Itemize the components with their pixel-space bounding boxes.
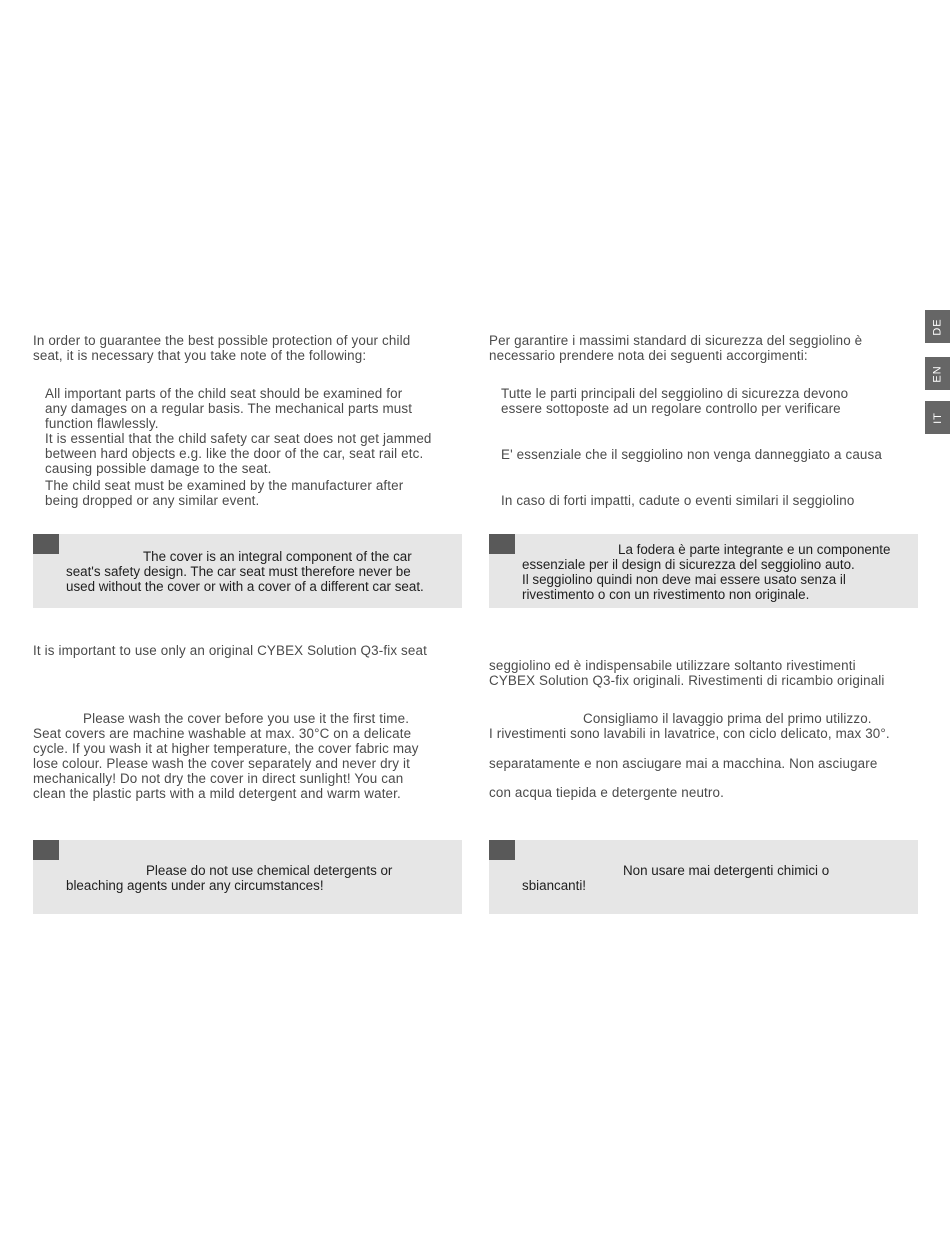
it-cover-note-line: Il seggiolino quindi non deve mai essere usato senza il <box>522 572 846 587</box>
it-care-line: In caso di forti impatti, cadute o eventi similari il seggiolino <box>501 493 855 508</box>
en-care-line: function flawlessly. <box>45 416 159 431</box>
it-cover-note-line: rivestimento o con un rivestimento non originale. <box>522 587 810 602</box>
en-cover-note-line: The cover is an integral component of the car <box>143 549 412 564</box>
en-detergent-note-box <box>33 840 462 914</box>
en-care-line: All important parts of the child seat should be examined for <box>45 386 403 401</box>
it-washing-line: I rivestimenti sono lavabili in lavatrice, con ciclo delicato, max 30°. <box>489 726 890 741</box>
warning-icon <box>489 840 515 860</box>
it-cover-note-line: La fodera è parte integrante e un componente <box>618 542 891 557</box>
en-washing-line: Seat covers are machine washable at max. 30°C on a delicate <box>33 726 412 741</box>
it-cover-note-line: essenziale per il design di sicurezza del seggiolino auto. <box>522 557 855 572</box>
en-care-line: The child seat must be examined by the manufacturer after <box>45 478 404 493</box>
it-intro-line: Per garantire i massimi standard di sicurezza del seggiolino è <box>489 333 863 348</box>
en-washing-line: mechanically! Do not dry the cover in direct sunlight! You can <box>33 771 404 786</box>
it-cover-note-box <box>489 534 918 608</box>
it-care-line: Tutte le parti principali del seggiolino di sicurezza devono <box>501 386 849 401</box>
it-intro-line: necessario prendere nota dei seguenti accorgimenti: <box>489 348 808 363</box>
it-original-seat-line: CYBEX Solution Q3-fix originali. Rivestimenti di ricambio originali <box>489 673 885 688</box>
en-original-seat-text: It is important to use only an original CYBEX Solution Q3-fix seat <box>33 643 427 658</box>
warning-icon <box>33 840 59 860</box>
tab-en[interactable]: EN <box>925 357 950 390</box>
en-cover-note-line: seat's safety design. The car seat must therefore never be <box>66 564 411 579</box>
it-washing-line: con acqua tiepida e detergente neutro. <box>489 785 725 800</box>
en-washing-line: lose colour. Please wash the cover separately and never dry it <box>33 756 410 771</box>
it-washing-line: Consigliamo il lavaggio prima del primo utilizzo. <box>583 711 872 726</box>
en-cover-note-box <box>33 534 462 608</box>
tab-de[interactable]: DE <box>925 310 950 343</box>
it-care-line: essere sottoposte ad un regolare controllo per verificare <box>501 401 841 416</box>
it-original-seat-line: seggiolino ed è indispensabile utilizzare soltanto rivestimenti <box>489 658 856 673</box>
it-washing-line: separatamente e non asciugare mai a macchina. Non asciugare <box>489 756 878 771</box>
it-detergent-note-line: Non usare mai detergenti chimici o <box>623 863 830 878</box>
it-detergent-note-box <box>489 840 918 914</box>
en-intro-line: seat, it is necessary that you take note of the following: <box>33 348 367 363</box>
en-washing-line: clean the plastic parts with a mild detergent and warm water. <box>33 786 401 801</box>
it-care-line: E' essenziale che il seggiolino non venga danneggiato a causa <box>501 447 882 462</box>
en-cover-note-line: used without the cover or with a cover of a different car seat. <box>66 579 424 594</box>
en-intro-line: In order to guarantee the best possible protection of your child <box>33 333 411 348</box>
en-care-line: between hard objects e.g. like the door of the car, seat rail etc. <box>45 446 424 461</box>
en-detergent-note-line: bleaching agents under any circumstances! <box>66 878 324 893</box>
en-care-line: It is essential that the child safety car seat does not get jammed <box>45 431 432 446</box>
it-detergent-note-line: sbiancanti! <box>522 878 587 893</box>
en-care-line: any damages on a regular basis. The mechanical parts must <box>45 401 413 416</box>
warning-icon <box>489 534 515 554</box>
en-detergent-note-line: Please do not use chemical detergents or <box>146 863 393 878</box>
en-washing-line: Please wash the cover before you use it the first time. <box>83 711 410 726</box>
en-washing-line: cycle. If you wash it at higher temperature, the cover fabric may <box>33 741 419 756</box>
en-care-line: being dropped or any similar event. <box>45 493 260 508</box>
en-care-line: causing possible damage to the seat. <box>45 461 272 476</box>
tab-it[interactable]: IT <box>925 401 950 434</box>
warning-icon <box>33 534 59 554</box>
